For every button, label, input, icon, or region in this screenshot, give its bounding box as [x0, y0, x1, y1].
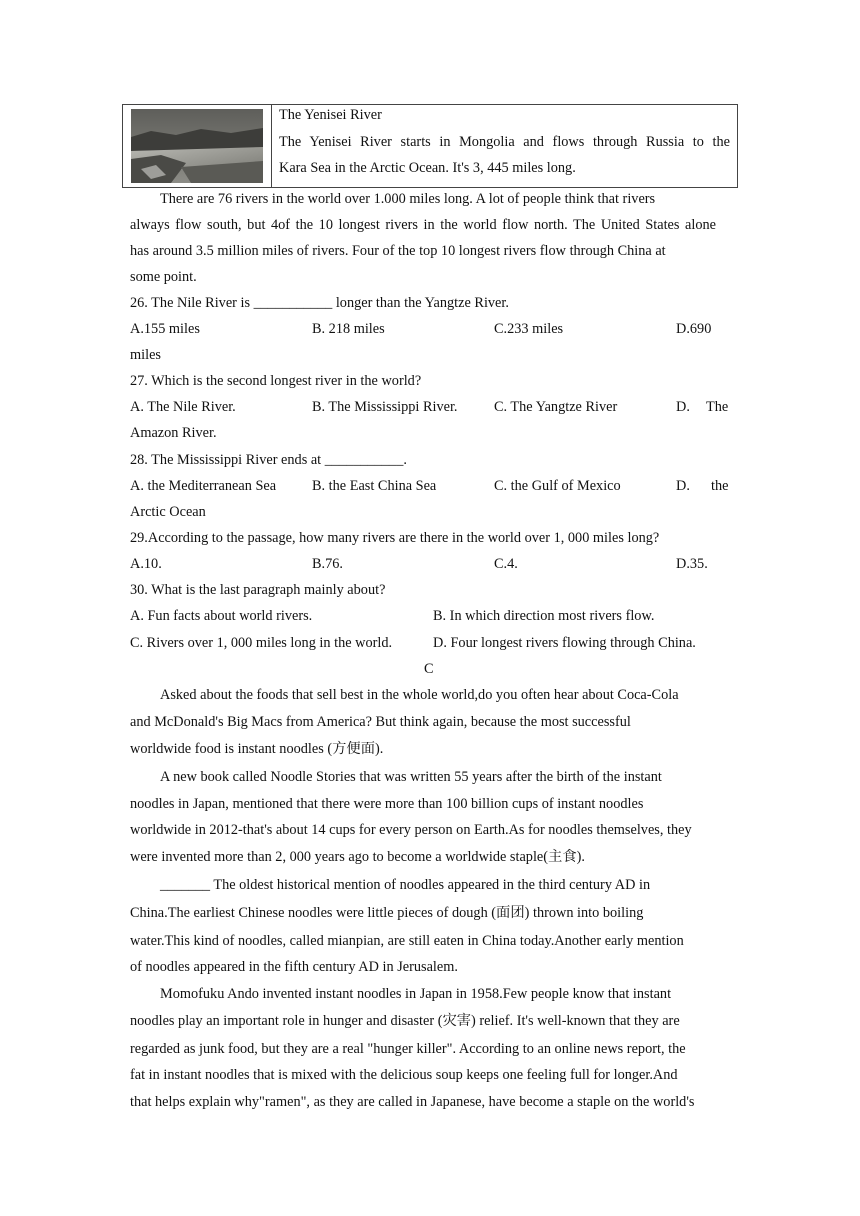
paragraph-line: worldwide in 2012-that's about 14 cups for every person on Earth.As for noodles themselves, they — [130, 822, 692, 838]
question-28-stem: 28. The Mississippi River ends at ___________. — [130, 452, 407, 468]
q26-option-d-wrap: miles — [130, 347, 161, 363]
river-title: The Yenisei River — [279, 107, 382, 123]
q27-option-d-text: The — [706, 399, 729, 415]
q29-option-b: B.76. — [312, 556, 343, 572]
paragraph-line: some point. — [130, 269, 197, 285]
q27-option-d-wrap: Amazon River. — [130, 425, 217, 441]
q27-option-b: B. The Mississippi River. — [312, 399, 458, 415]
paragraph-line: water.This kind of noodles, called mianpian, are still eaten in China today.Another early mention — [130, 933, 684, 949]
yenisei-river-photo — [131, 109, 263, 183]
paragraph-line: were invented more than 2, 000 years ago to become a worldwide staple(主食). — [130, 849, 585, 865]
river-landscape-image — [131, 109, 263, 183]
river-info-table — [122, 104, 738, 188]
q26-option-a: A.155 miles — [130, 321, 200, 337]
q29-option-d: D.35. — [676, 556, 708, 572]
paragraph-line: of noodles appeared in the fifth century AD in Jerusalem. — [130, 959, 458, 975]
paragraph-line: regarded as junk food, but they are a real "hunger killer". According to an online news report, the — [130, 1041, 686, 1057]
question-27-stem: 27. Which is the second longest river in the world? — [130, 373, 422, 389]
q30-option-b: B. In which direction most rivers flow. — [433, 608, 655, 624]
q30-option-c: C. Rivers over 1, 000 miles long in the world. — [130, 635, 393, 651]
paragraph-line: has around 3.5 million miles of rivers. Four of the top 10 longest rivers flow through China at — [130, 243, 666, 259]
paragraph-line: worldwide food is instant noodles (方便面). — [130, 741, 384, 757]
paragraph-line: _______ The oldest historical mention of noodles appeared in the third century AD in — [160, 877, 651, 893]
q28-option-c: C. the Gulf of Mexico — [494, 478, 621, 494]
q28-option-d-letter: D. — [676, 478, 690, 494]
paragraph-line: always flow south, but 4of the 10 longest rivers in the world flow north. The United States alone — [130, 217, 716, 233]
q28-option-d-wrap: Arctic Ocean — [130, 504, 206, 520]
paragraph-line: noodles in Japan, mentioned that there were more than 100 billion cups of instant noodles — [130, 796, 644, 812]
paragraph-line: There are 76 rivers in the world over 1.000 miles long. A lot of people think that rivers — [160, 191, 656, 207]
q26-option-c: C.233 miles — [494, 321, 564, 337]
q29-option-a: A.10. — [130, 556, 162, 572]
table-divider — [271, 105, 272, 187]
paragraph-line: China.The earliest Chinese noodles were little pieces of dough (面团) thrown into boiling — [130, 905, 644, 921]
question-30-stem: 30. What is the last paragraph mainly about? — [130, 582, 386, 598]
paragraph-line: fat in instant noodles that is mixed with the delicious soup keeps one feeling full for longer.And — [130, 1067, 678, 1083]
q29-option-c: C.4. — [494, 556, 518, 572]
q27-option-d-letter: D. — [676, 399, 690, 415]
paragraph-line: and McDonald's Big Macs from America? But think again, because the most successful — [130, 714, 631, 730]
q26-option-b: B. 218 miles — [312, 321, 385, 337]
paragraph-line: A new book called Noodle Stories that was written 55 years after the birth of the instant — [160, 769, 662, 785]
river-description-line-1: The Yenisei River starts in Mongolia and flows through Russia to the — [279, 134, 730, 150]
question-29-stem: 29.According to the passage, how many rivers are there in the world over 1, 000 miles long? — [130, 530, 660, 546]
q27-option-c: C. The Yangtze River — [494, 399, 618, 415]
q26-option-d: D.690 — [676, 321, 712, 337]
river-description-line-2: Kara Sea in the Arctic Ocean. It's 3, 445 miles long. — [279, 160, 576, 176]
section-heading: C — [424, 661, 434, 677]
q30-option-a: A. Fun facts about world rivers. — [130, 608, 313, 624]
paragraph-line: noodles play an important role in hunger and disaster (灾害) relief. It's well-known that they are — [130, 1013, 680, 1029]
question-26-stem: 26. The Nile River is ___________ longer than the Yangtze River. — [130, 295, 509, 311]
paragraph-line: Momofuku Ando invented instant noodles in Japan in 1958.Few people know that instant — [160, 986, 672, 1002]
q28-option-b: B. the East China Sea — [312, 478, 437, 494]
q28-option-d-text: the — [711, 478, 729, 494]
q30-option-d: D. Four longest rivers flowing through China. — [433, 635, 696, 651]
paragraph-line: Asked about the foods that sell best in the whole world,do you often hear about Coca-Cola — [160, 687, 679, 703]
paragraph-line: that helps explain why"ramen", as they are called in Japanese, have become a staple on the world's — [130, 1094, 695, 1110]
q28-option-a: A. the Mediterranean Sea — [130, 478, 277, 494]
q27-option-a: A. The Nile River. — [130, 399, 236, 415]
